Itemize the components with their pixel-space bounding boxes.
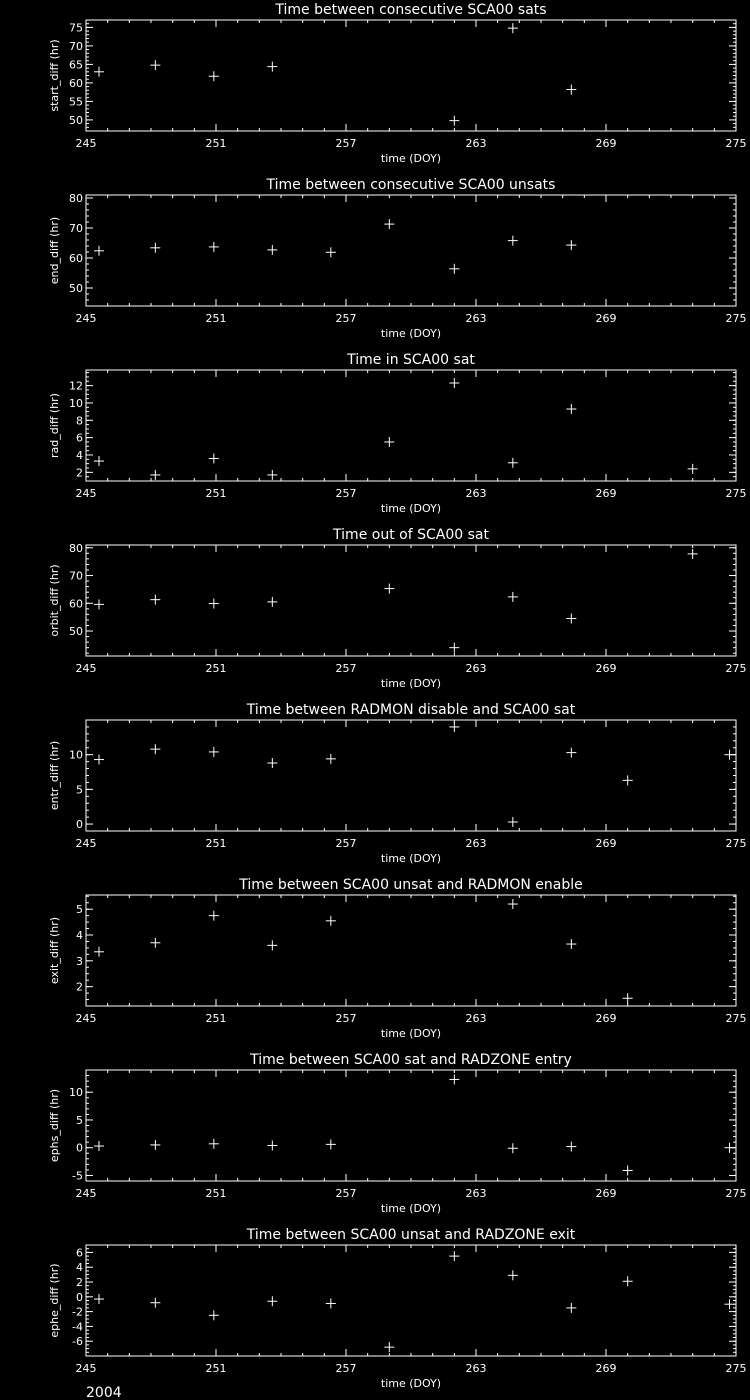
x-tick-label: 257	[335, 1362, 357, 1375]
x-tick-label: 245	[75, 837, 97, 850]
x-axis-label: time (DOY)	[380, 1377, 442, 1390]
y-tick-label: 6	[76, 431, 83, 445]
y-tick-label: 50	[69, 625, 83, 639]
x-tick-label: 245	[75, 312, 97, 325]
x-tick-label: 257	[335, 312, 357, 325]
x-tick-label: 275	[725, 1362, 747, 1375]
y-tick-label: 50	[69, 282, 83, 295]
y-tick-label: 70	[69, 569, 83, 583]
chart-title: Time between SCA00 unsat and RADZONE exit	[246, 1227, 576, 1243]
x-axis-label: time (DOY)	[380, 1202, 442, 1215]
x-axis-label: time (DOY)	[380, 1027, 442, 1040]
y-tick-label: 2	[76, 980, 83, 994]
y-tick-label: 5	[76, 1113, 83, 1127]
x-axis-label: time (DOY)	[380, 852, 442, 865]
y-tick-label: 4	[76, 448, 83, 462]
x-tick-label: 251	[205, 1012, 227, 1025]
x-tick-label: 263	[465, 1012, 487, 1025]
y-tick-label: 55	[69, 95, 83, 109]
x-tick-label: 263	[465, 837, 487, 850]
x-tick-label: 245	[75, 1012, 97, 1025]
x-tick-label: 251	[205, 487, 227, 500]
y-tick-label: 65	[69, 58, 83, 72]
chart-title: Time between SCA00 sat and RADZONE entry	[250, 1052, 572, 1068]
x-axis-label: time (DOY)	[380, 327, 442, 340]
chart-title: Time between SCA00 unsat and RADMON enable	[239, 877, 583, 893]
y-tick-label: 60	[69, 597, 83, 611]
chart-title: Time between consecutive SCA00 unsats	[266, 177, 556, 193]
y-tick-label: -5	[72, 1169, 83, 1183]
x-tick-label: 275	[725, 1012, 747, 1025]
y-tick-label: 75	[69, 21, 83, 35]
x-tick-label: 269	[595, 1012, 617, 1025]
x-tick-label: 269	[595, 1187, 617, 1200]
x-tick-label: 269	[595, 662, 617, 675]
x-tick-label: 263	[465, 137, 487, 150]
x-tick-label: 263	[465, 1187, 487, 1200]
y-tick-label: 70	[69, 222, 83, 235]
x-tick-label: 269	[595, 1362, 617, 1375]
y-tick-label: 10	[69, 1086, 83, 1100]
y-tick-label: 10	[69, 748, 83, 762]
x-tick-label: 251	[205, 312, 227, 325]
x-tick-label: 245	[75, 137, 97, 150]
year-label: 2004	[86, 1385, 122, 1400]
x-tick-label: 245	[75, 1187, 97, 1200]
x-tick-label: 251	[205, 662, 227, 675]
x-tick-label: 257	[335, 487, 357, 500]
x-axis-label: time (DOY)	[380, 502, 442, 515]
y-axis-label: orbit_diff (hr)	[48, 564, 61, 637]
y-tick-label: 0	[76, 818, 83, 832]
y-tick-label: 6	[76, 1246, 83, 1260]
y-tick-label: -2	[72, 1305, 83, 1319]
y-tick-label: 70	[69, 39, 83, 53]
y-axis-label: ephe_diff (hr)	[48, 1263, 61, 1338]
y-tick-label: 0	[76, 1290, 83, 1304]
x-axis-label: time (DOY)	[380, 152, 442, 165]
x-tick-label: 263	[465, 312, 487, 325]
chart-title: Time out of SCA00 sat	[333, 527, 489, 543]
x-tick-label: 275	[725, 662, 747, 675]
x-tick-label: 251	[205, 1187, 227, 1200]
chart-title: Time in SCA00 sat	[347, 352, 475, 368]
x-tick-label: 257	[335, 837, 357, 850]
x-tick-label: 245	[75, 662, 97, 675]
y-tick-label: 80	[69, 541, 83, 555]
y-tick-label: 12	[69, 379, 83, 393]
x-tick-label: 269	[595, 312, 617, 325]
x-tick-label: 263	[465, 1362, 487, 1375]
y-tick-label: -6	[72, 1335, 83, 1349]
x-tick-label: 245	[75, 487, 97, 500]
y-tick-label: 4	[76, 929, 83, 943]
y-axis-label: end_diff (hr)	[48, 216, 61, 285]
chart-title: Time between RADMON disable and SCA00 sat	[246, 702, 576, 718]
x-tick-label: 245	[75, 1362, 97, 1375]
y-axis-label: rad_diff (hr)	[48, 393, 61, 458]
y-tick-label: 50	[69, 113, 83, 127]
y-tick-label: 5	[76, 783, 83, 797]
y-tick-label: 3	[76, 954, 83, 968]
x-tick-label: 263	[465, 487, 487, 500]
x-tick-label: 275	[725, 837, 747, 850]
y-axis-label: start_diff (hr)	[48, 39, 61, 112]
y-axis-label: entr_diff (hr)	[48, 740, 61, 811]
x-tick-label: 251	[205, 1362, 227, 1375]
x-tick-label: 269	[595, 837, 617, 850]
y-tick-label: 80	[69, 192, 83, 205]
y-tick-label: 2	[76, 466, 83, 480]
y-tick-label: -4	[72, 1320, 83, 1334]
chart-title: Time between consecutive SCA00 sats	[275, 2, 547, 18]
x-tick-label: 257	[335, 1012, 357, 1025]
x-tick-label: 257	[335, 137, 357, 150]
y-tick-label: 2	[76, 1276, 83, 1289]
y-tick-label: 60	[69, 76, 83, 90]
y-tick-label: 5	[76, 903, 83, 917]
x-tick-label: 257	[335, 662, 357, 675]
y-axis-label: ephs_diff (hr)	[48, 1088, 61, 1163]
x-tick-label: 257	[335, 1187, 357, 1200]
x-tick-label: 269	[595, 137, 617, 150]
x-tick-label: 275	[725, 312, 747, 325]
x-tick-label: 263	[465, 662, 487, 675]
x-tick-label: 275	[725, 1187, 747, 1200]
x-tick-label: 269	[595, 487, 617, 500]
y-tick-label: 10	[69, 396, 83, 410]
y-tick-label: 4	[76, 1261, 83, 1275]
x-tick-label: 251	[205, 137, 227, 150]
x-tick-label: 275	[725, 487, 747, 500]
x-tick-label: 251	[205, 837, 227, 850]
x-axis-label: time (DOY)	[380, 677, 442, 690]
y-axis-label: exit_diff (hr)	[48, 916, 61, 985]
y-tick-label: 60	[69, 252, 83, 265]
y-tick-label: 8	[76, 414, 83, 428]
x-tick-label: 275	[725, 137, 747, 150]
y-tick-label: 0	[76, 1141, 83, 1155]
